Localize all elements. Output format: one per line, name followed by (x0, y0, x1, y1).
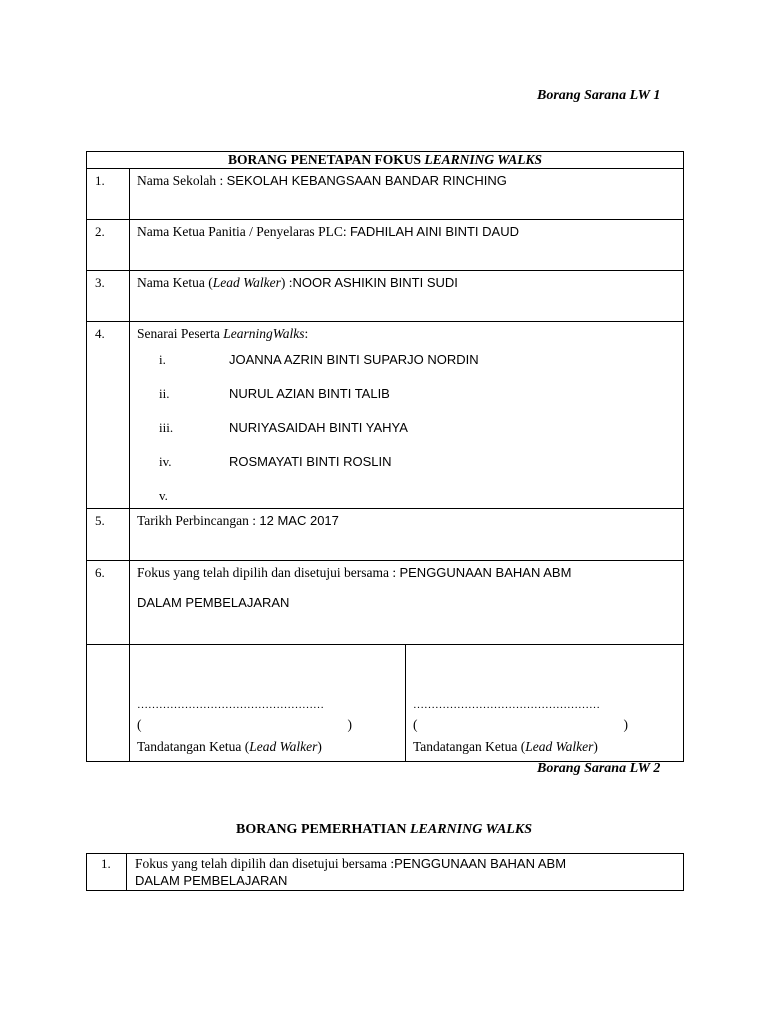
form-row-signatures (87, 645, 684, 762)
form-row-participants (87, 322, 684, 509)
lead-walker-field: Nama Ketua (Lead Walker) :NOOR ASHIKIN BINTI SUDI (130, 271, 684, 322)
panel-head-value: FADHILAH AINI BINTI DAUD (349, 224, 519, 239)
row-number: 1. (87, 854, 127, 891)
signature-caption: Tandatangan Ketua (Lead Walker) (413, 739, 598, 754)
participants-field: Senarai Peserta LearningWalks: i. JOANNA AZRIN BINTI SUPARJO NORDIN ii. NURUL AZIAN BINTI TALIB iii. NURIYASAIDAH BINTI YAHYA iv. ROSMAYATI BINTI ROSLIN v. (130, 322, 684, 509)
row-number: 4. (87, 322, 130, 509)
signature-block-right (406, 645, 684, 762)
form-row-school-name (87, 169, 684, 220)
form-row-lead-walker (87, 271, 684, 322)
signature-block-left (130, 645, 406, 762)
blank-cell (87, 645, 130, 762)
discussion-date-value: 12 MAC 2017 (259, 513, 339, 528)
observation-form-title: BORANG PEMERHATIAN LEARNING WALKS (236, 822, 532, 837)
focus-field: Fokus yang telah dipilih dan disetujui bersama : PENGGUNAAN BAHAN ABM DALAM PEMBELAJARAN (130, 561, 684, 645)
form-code-label: Borang Sarana LW 1 (537, 88, 661, 103)
signature-caption: Tandatangan Ketua (Lead Walker) (137, 739, 322, 754)
form-code-label: Borang Sarana LW 2 (537, 761, 661, 776)
school-name-field: Nama Sekolah : SEKOLAH KEBANGSAAN BANDAR RINCHING (130, 169, 684, 220)
discussion-date-field: Tarikh Perbincangan : 12 MAC 2017 (130, 509, 684, 561)
panel-head-field: Nama Ketua Panitia / Penyelaras PLC: FADHILAH AINI BINTI DAUD (130, 220, 684, 271)
participant-item: iv. ROSMAYATI BINTI ROSLIN (159, 454, 392, 469)
form-row-focus (87, 854, 684, 891)
focus-value-continued: DALAM PEMBELAJARAN (135, 873, 288, 888)
participant-item: ii. NURUL AZIAN BINTI TALIB (159, 386, 390, 401)
focus-value: PENGGUNAAN BAHAN ABM (394, 856, 567, 871)
form-row-panel-head (87, 220, 684, 271)
focus-value-continued: DALAM PEMBELAJARAN (137, 595, 290, 610)
focus-field: Fokus yang telah dipilih dan disetujui bersama :PENGGUNAAN BAHAN ABM DALAM PEMBELAJARAN (127, 854, 684, 891)
row-number: 2. (87, 220, 130, 271)
observation-form-table (86, 853, 684, 891)
participant-item: iii. NURIYASAIDAH BINTI YAHYA (159, 420, 408, 435)
row-number: 5. (87, 509, 130, 561)
row-number: 3. (87, 271, 130, 322)
signature-line: …………………………………………… (413, 699, 600, 711)
form-title-row (87, 152, 684, 169)
signature-line: …………………………………………… (137, 699, 324, 711)
focus-value: PENGGUNAAN BAHAN ABM (399, 565, 572, 580)
school-name-value: SEKOLAH KEBANGSAAN BANDAR RINCHING (226, 173, 507, 188)
name-brackets: ( ) (137, 717, 352, 732)
name-brackets: ( ) (413, 717, 628, 732)
row-number: 1. (87, 169, 130, 220)
lead-walker-value: NOOR ASHIKIN BINTI SUDI (292, 275, 458, 290)
participant-item: i. JOANNA AZRIN BINTI SUPARJO NORDIN (159, 352, 479, 367)
focus-setting-form-table (86, 151, 684, 762)
form-title: BORANG PENETAPAN FOKUS LEARNING WALKS (87, 152, 684, 169)
form-row-focus (87, 561, 684, 645)
row-number: 6. (87, 561, 130, 645)
form-row-discussion-date (87, 509, 684, 561)
participant-item: v. (159, 488, 168, 503)
